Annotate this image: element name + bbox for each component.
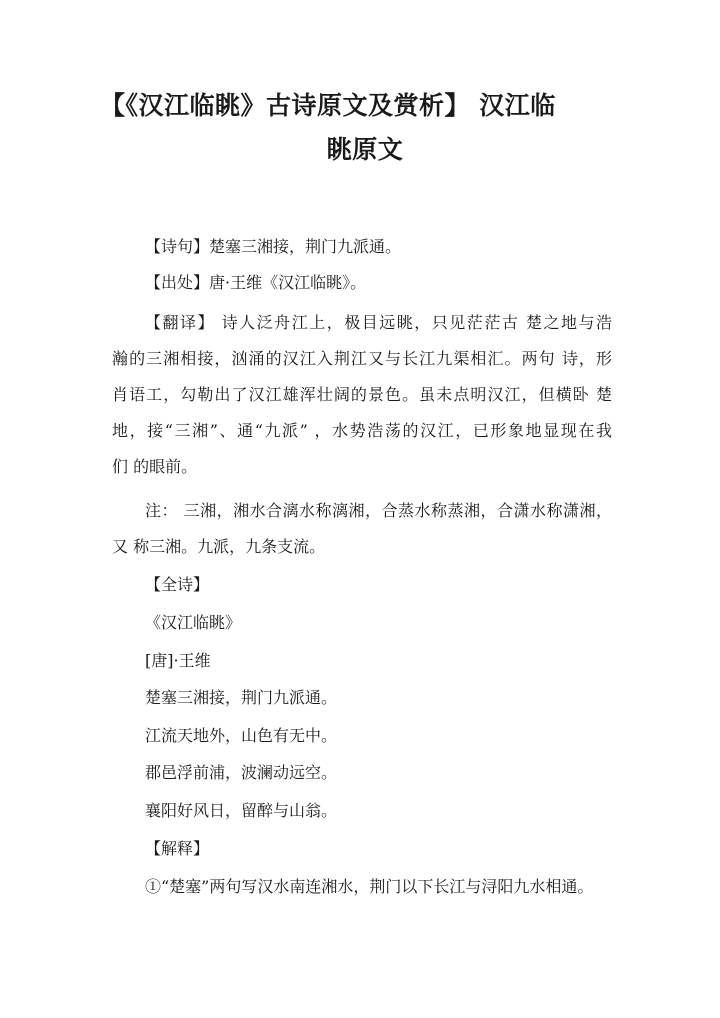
- note-paragraph: [112, 502, 612, 556]
- source-line: 【出处】唐·王维《汉江临眺》。: [145, 273, 367, 292]
- translation-paragraph: [112, 314, 612, 476]
- full-poem-heading: 【全诗】: [145, 575, 210, 594]
- translation-line: 瀚的三湘相接，汹涌的汉江入荆江又与长江九渠相汇。两句 诗，形: [112, 349, 612, 368]
- translation-line: 【翻译】 诗人泛舟江上，极目远眺，只见茫茫古 楚之地与浩: [145, 313, 612, 332]
- note-line: 注： 三湘，湘水合漓水称漓湘，合蒸水称蒸湘，合潇水称潇湘，: [145, 501, 612, 520]
- title-line-2: 眺原文: [326, 135, 404, 164]
- poem-line: 楚塞三湘接，荆门九派通。: [145, 688, 338, 707]
- poem-line: 江流天地外，山色有无中。: [145, 726, 338, 745]
- explanation-line: ①“楚塞”两句写汉水南连湘水，荆门以下长江与浔阳九水相通。: [145, 877, 594, 896]
- title-line-1: 【《汉江临眺》古诗原文及赏析】 汉江临: [100, 91, 556, 120]
- poem-line: 郡邑浮前浦，波澜动远空。: [145, 763, 338, 782]
- document-title: [100, 84, 630, 172]
- note-line: 又 称三湘。九派，九条支流。: [112, 537, 326, 556]
- verse-line: 【诗句】楚塞三湘接，荆门九派通。: [145, 237, 402, 256]
- translation-line: 地，接“三湘”、通“九派” ，水势浩荡的汉江，已形象地显现在我: [112, 421, 612, 440]
- poem-title: 《汉江临眺》: [145, 613, 242, 632]
- poem-author: [唐]·王维: [145, 651, 211, 670]
- translation-line: 们 的眼前。: [112, 457, 198, 476]
- translation-line: 肖语工，勾勒出了汉江雄浑壮阔的景色。虽未点明汉江，但横卧 楚: [112, 385, 612, 404]
- explanation-heading: 【解释】: [145, 839, 210, 858]
- poem-line: 襄阳好风日，留醉与山翁。: [145, 801, 338, 820]
